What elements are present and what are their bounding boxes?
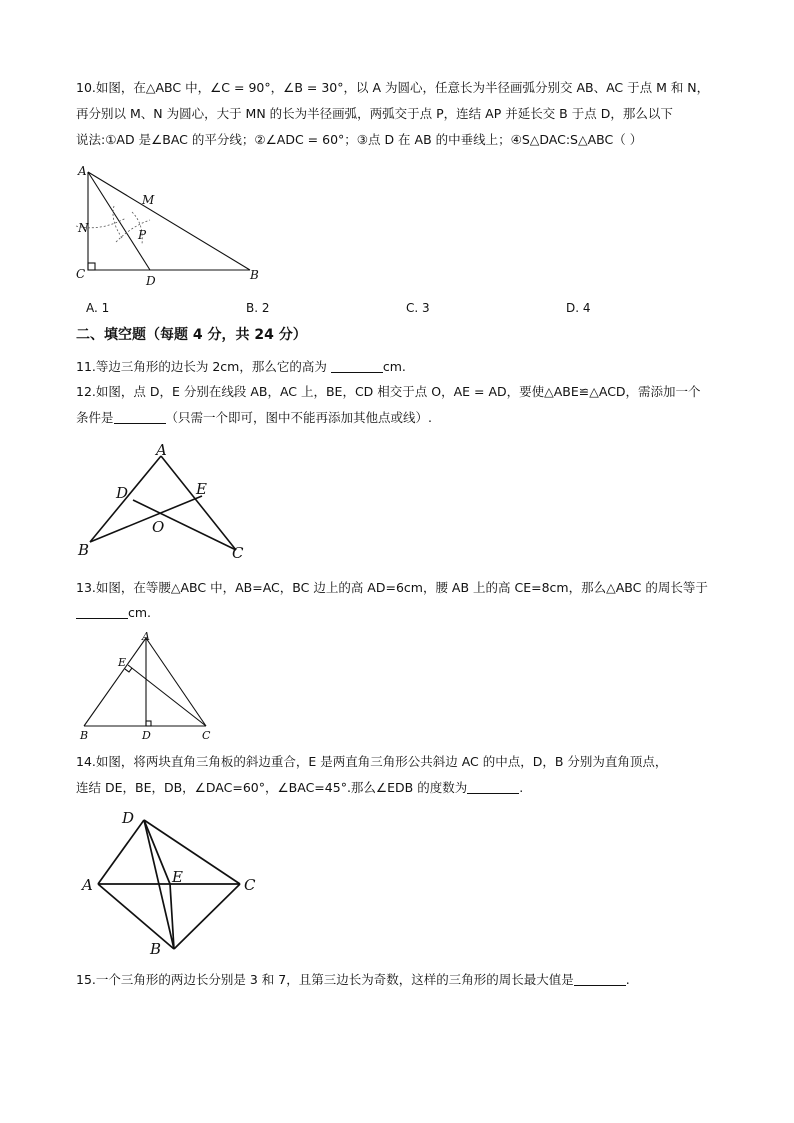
q14-label-E: E — [172, 868, 183, 886]
q10-option-a: A. 1 — [86, 301, 110, 315]
q10-line-2: 再分别以 M、N 为圆心，大于 MN 的长为半径画弧，两弧交于点 P，连结 AP 并延长交 B 于点 D，那么以下 — [76, 106, 673, 121]
q13-line-2 — [76, 605, 151, 621]
q13-unit: cm. — [128, 605, 152, 620]
q12-label-D: D — [116, 484, 129, 502]
q12-answer-blank[interactable] — [114, 411, 166, 424]
q13-label-A: A — [142, 630, 150, 643]
q12-text-before: 条件是 — [76, 410, 114, 425]
q10-label-D: D — [146, 274, 156, 288]
q10-line-3: 说法:①AD 是∠BAC 的平分线；②∠ADC = 60°；③点 D 在 AB 的中垂线上；④S△DAC:S△ABC（ ） — [76, 132, 643, 147]
q14-text-before: 连结 DE，BE，DB，∠DAC=60°，∠BAC=45°.那么∠EDB 的度数为 — [76, 780, 468, 795]
q10-label-C: C — [76, 267, 86, 281]
q10-line-1: 10.如图，在△ABC 中，∠C = 90°，∠B = 30°，以 A 为圆心，任意长为半径画弧分别交 AB、AC 于点 M 和 N， — [76, 80, 710, 95]
q14-label-D: D — [122, 809, 135, 827]
section-2-title: 二、填空题（每题 4 分，共 24 分） — [76, 327, 307, 343]
q10-option-b: B. 2 — [246, 301, 270, 315]
q12-label-A: A — [156, 441, 167, 459]
q10-label-M: M — [142, 193, 155, 207]
q10-figure — [70, 160, 270, 290]
q11-unit: cm. — [382, 359, 406, 374]
q13-line-1: 13.如图，在等腰△ABC 中，AB=AC，BC 边上的高 AD=6cm，腰 AB 上的高 CE=8cm，那么△ABC 的周长等于 — [76, 580, 708, 595]
q12-line-1: 12.如图，点 D，E 分别在线段 AB，AC 上，BE，CD 相交于点 O，AE = AD，要使△ABE≌△ACD，需添加一个 — [76, 384, 701, 399]
q12-label-C: C — [232, 544, 244, 562]
q10-label-B: B — [250, 268, 259, 282]
q12-text-after: （只需一个即可，图中不能再添加其他点或线）. — [165, 410, 432, 425]
q13-label-C: C — [202, 729, 211, 742]
q14-text-after: . — [519, 780, 524, 795]
q15-end: . — [625, 972, 630, 987]
q10-option-c: C. 3 — [406, 301, 430, 315]
q14-label-C: C — [244, 876, 256, 894]
q11-answer-blank[interactable] — [331, 360, 383, 373]
q12-label-B: B — [78, 541, 90, 559]
q13-label-E: E — [118, 656, 127, 669]
q14-line-2 — [76, 780, 523, 796]
q13-figure — [76, 630, 226, 742]
q15-line — [76, 972, 630, 988]
q14-line-1: 14.如图，将两块直角三角板的斜边重合，E 是两直角三角形公共斜边 AC 的中点，D，B 分别为直角顶点， — [76, 754, 668, 769]
q14-label-B: B — [150, 940, 162, 958]
q10-label-A: A — [78, 164, 87, 178]
q12-line-2 — [76, 410, 432, 426]
q11-line — [76, 359, 406, 375]
q11-text: 11.等边三角形的边长为 2cm，那么它的高为 — [76, 359, 331, 374]
q15-answer-blank[interactable] — [574, 973, 626, 986]
q10-option-d: D. 4 — [566, 301, 591, 315]
q14-label-A: A — [82, 876, 93, 894]
q12-figure — [76, 438, 256, 566]
q13-label-D: D — [142, 729, 151, 742]
q14-answer-blank[interactable] — [467, 781, 519, 794]
q12-label-O: O — [152, 518, 165, 536]
q10-label-N: N — [78, 221, 89, 235]
q15-text: 15.一个三角形的两边长分别是 3 和 7，且第三边长为奇数，这样的三角形的周长最大值是 — [76, 972, 574, 987]
q13-label-B: B — [80, 729, 89, 742]
q14-figure — [76, 806, 266, 958]
q12-label-E: E — [196, 480, 207, 498]
q13-answer-blank[interactable] — [76, 606, 128, 619]
q10-label-P: P — [138, 228, 147, 242]
